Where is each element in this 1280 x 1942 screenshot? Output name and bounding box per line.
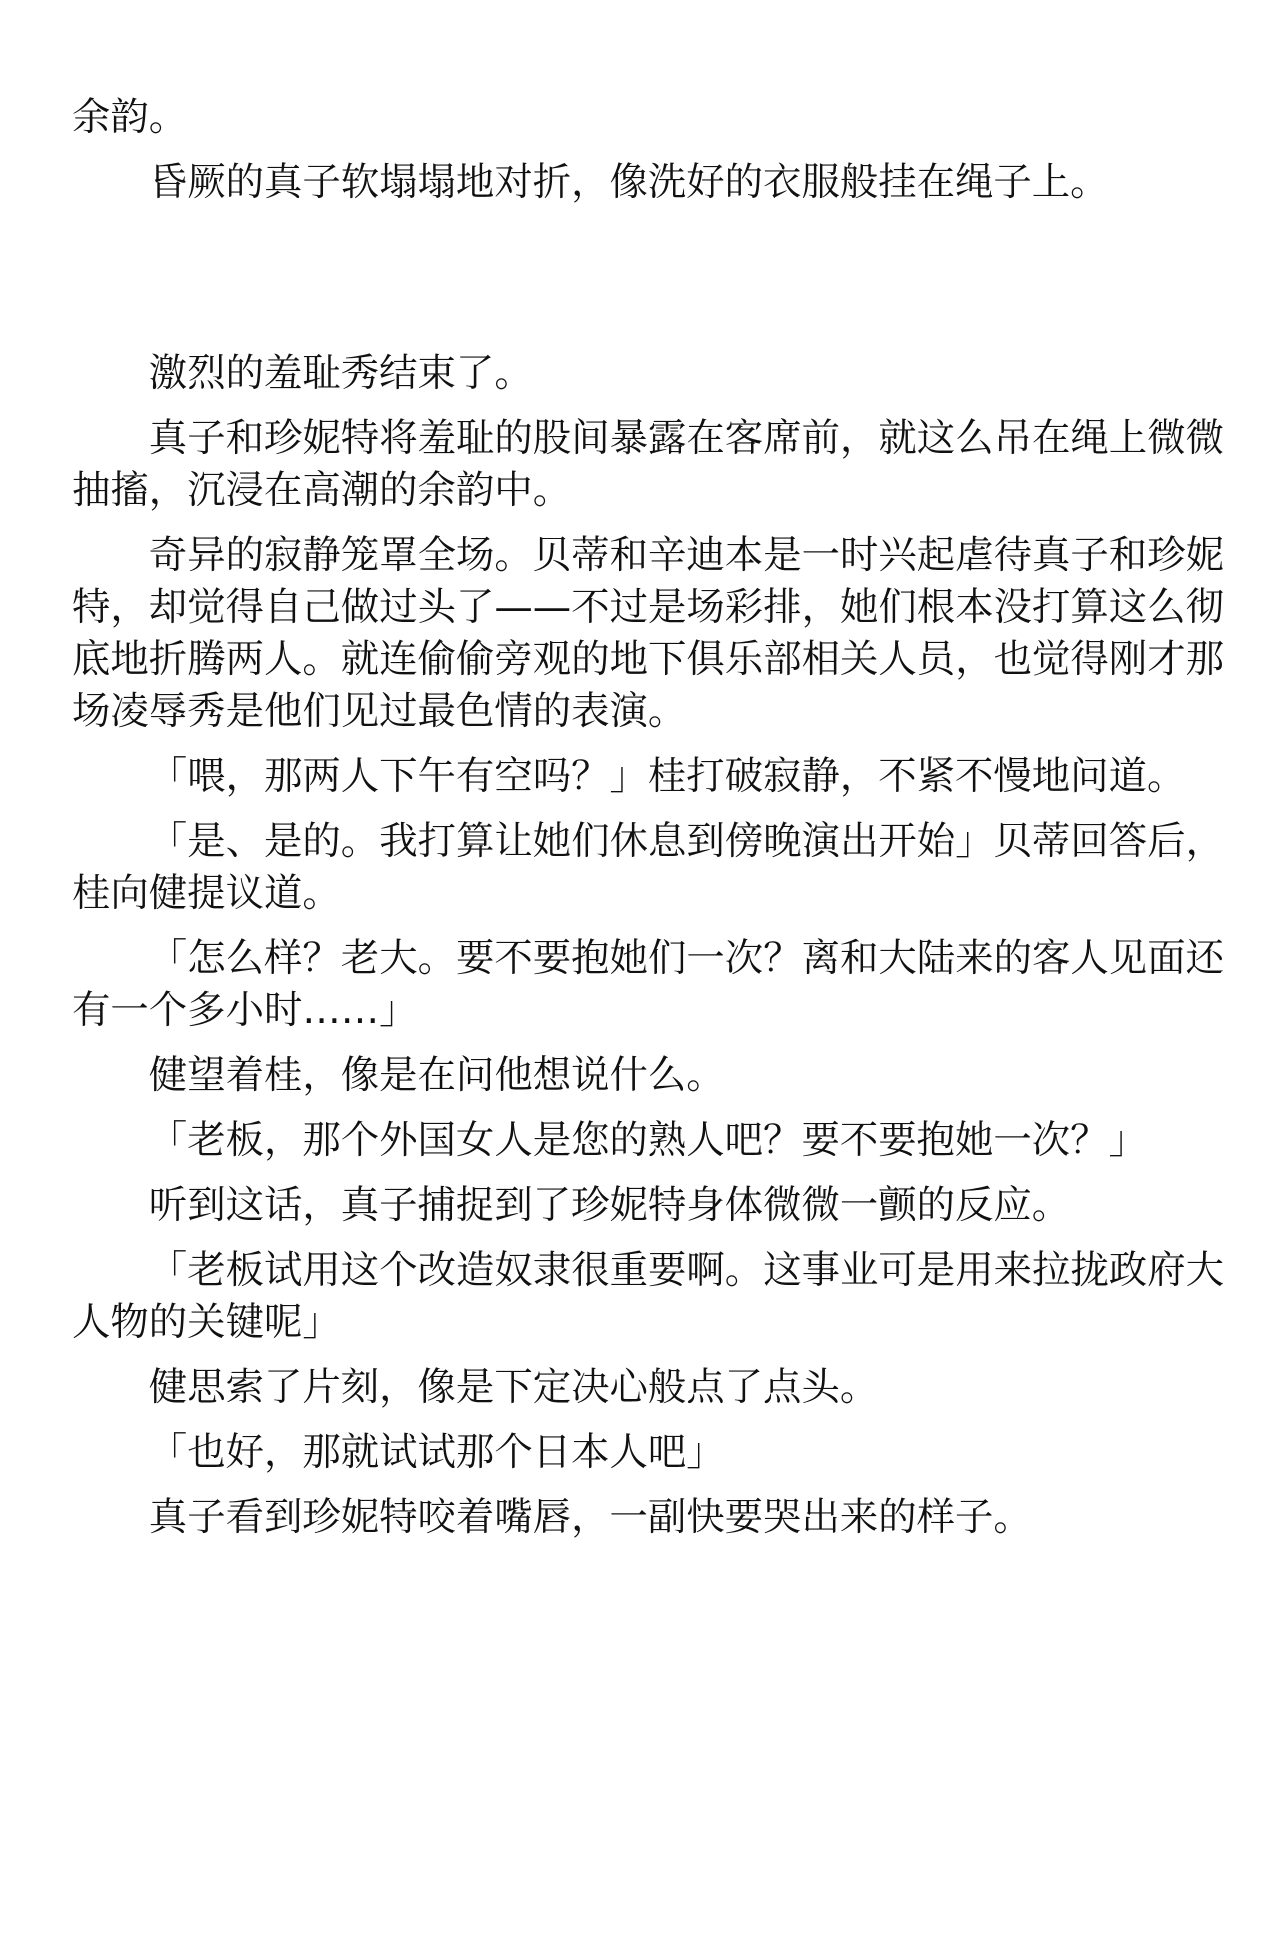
dialogue-paragraph: 「老板试用这个改造奴隶很重要啊。这事业可是用来拉拢政府大人物的关键呢」	[72, 1248, 1224, 1345]
dialogue-paragraph: 「怎么样？老大。要不要抱她们一次？离和大陆来的客人见面还有一个多小时……」	[72, 936, 1224, 1033]
section-break	[72, 222, 1224, 348]
paragraph: 昏厥的真子软塌塌地对折，像洗好的衣服般挂在绳子上。	[148, 160, 1109, 205]
dialogue-paragraph: 「是、是的。我打算让她们休息到傍晚演出开始」贝蒂回答后，桂向健提议道。	[72, 819, 1224, 916]
paragraph-continuation: 余韵。	[72, 95, 188, 140]
dialogue-paragraph: 「喂，那两人下午有空吗？」桂打破寂静，不紧不慢地问道。	[148, 754, 1186, 799]
paragraph: 真子和珍妮特将羞耻的股间暴露在客席前，就这么吊在绳上微微抽搐，沉浸在高潮的余韵中。	[72, 416, 1224, 513]
paragraph: 激烈的羞耻秀结束了。	[148, 351, 533, 396]
dialogue-paragraph: 「老板，那个外国女人是您的熟人吧？要不要抱她一次？」	[148, 1118, 1147, 1163]
document-page	[72, 92, 1224, 1557]
paragraph: 真子看到珍妮特咬着嘴唇，一副快要哭出来的样子。	[148, 1495, 1032, 1540]
paragraph: 健望着桂，像是在问他想说什么。	[148, 1053, 725, 1098]
paragraph: 听到这话，真子捕捉到了珍妮特身体微微一颤的反应。	[148, 1183, 1071, 1228]
dialogue-paragraph: 「也好，那就试试那个日本人吧」	[148, 1430, 725, 1475]
paragraph: 奇异的寂静笼罩全场。贝蒂和辛迪本是一时兴起虐待真子和珍妮特，却觉得自己做过头了——不过是场彩排，她们根本没打算这么彻底地折腾两人。就连偷偷旁观的地下俱乐部相关人员，也觉得刚才那场凌辱秀是他们见过最色情的表演。	[72, 533, 1224, 734]
paragraph: 健思索了片刻，像是下定决心般点了点头。	[148, 1365, 879, 1410]
